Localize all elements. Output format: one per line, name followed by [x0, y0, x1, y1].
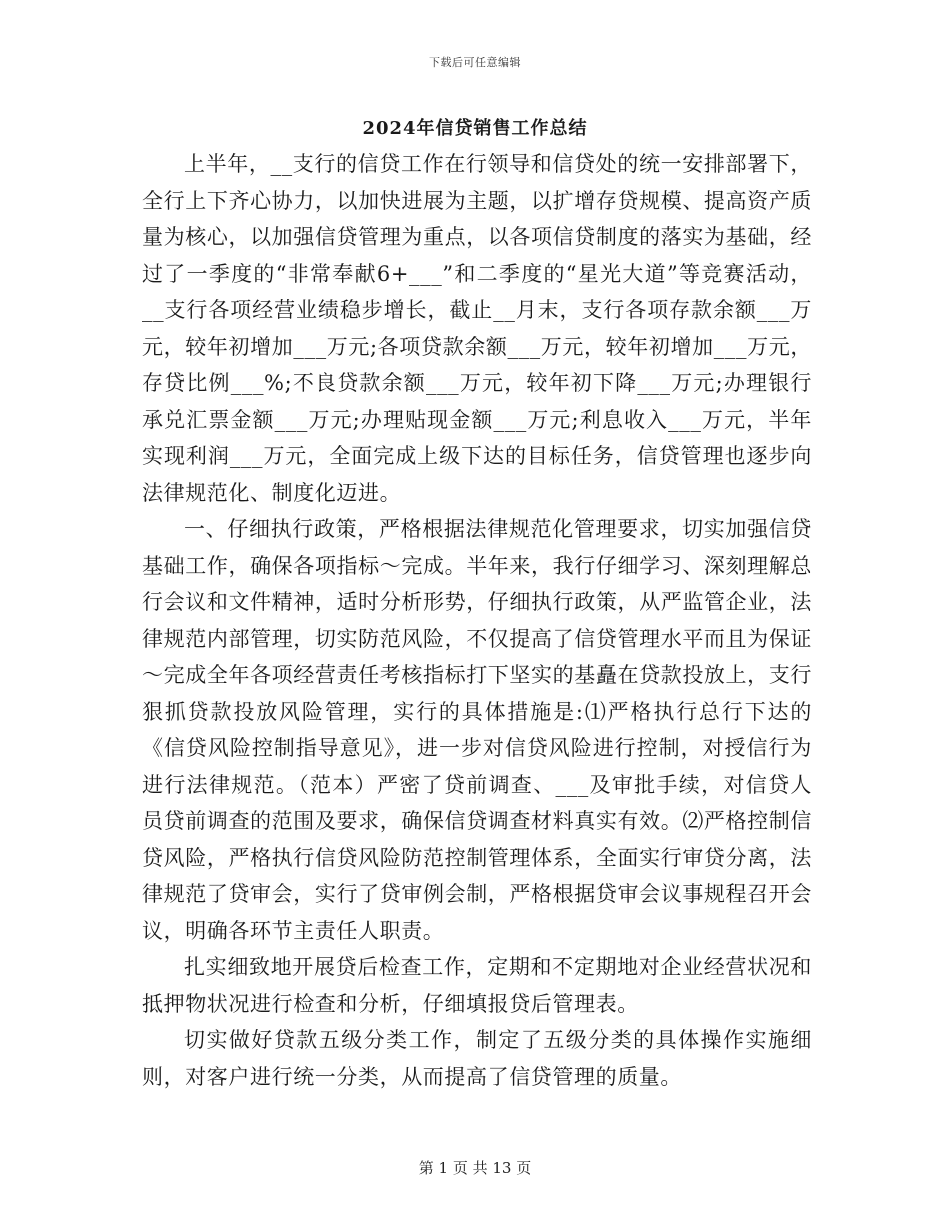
paragraph-five-level-classification: 切实做好贷款五级分类工作，制定了五级分类的具体操作实施细则，对客户进行统一分类，从而提高了信贷管理的质量。 — [142, 1028, 812, 1089]
document-body — [142, 146, 812, 1095]
header-note: 下载后可任意编辑 — [429, 56, 521, 69]
paragraph-section-one: 一、仔细执行政策，严格根据法律规范化管理要求，切实加强信贷基础工作，确保各项指标～完成。半年来，我行仔细学习、深刻理解总行会议和文件精神，适时分析形势，仔细执行政策，从严监管企业，法律规范内部管理，切实防范风险，不仅提高了信贷管理水平而且为保证～完成全年各项经营责任考核指标打下坚实的基矗在贷款投放上，支行狠抓贷款投放风险管理，实行的具体措施是:⑴严格执行总行下达的《信贷风险控制指导意见》，进一步对信贷风险进行控制，对授信行为进行法律规范。（范本）严密了贷前调查、___及审批手续，对信贷人员贷前调查的范围及要求，确保信贷调查材料真实有效。⑵严格控制信贷风险，严格执行信贷风险防范控制管理体系，全面实行审贷分离，法律规范了贷审会，实行了贷审例会制，严格根据贷审会议事规程召开会议，明确各环节主责任人职责。 — [142, 517, 812, 943]
paragraph-intro: 上半年，__支行的信贷工作在行领导和信贷处的统一安排部署下，全行上下齐心协力，以加快进展为主题，以扩增存贷规模、提高资产质量为核心，以加强信贷管理为重点，以各项信贷制度的落实为基础，经过了一季度的“非常奉献6+___”和二季度的“星光大道”等竞赛活动，__支行各项经营业绩稳步增长，截止__月末，支行各项存款余额___万元，较年初增加___万元;各项贷款余额___万元，较年初增加___万元，存贷比例___%;不良贷款余额___万元，较年初下降___万元;办理银行承兑汇票金额___万元;办理贴现金额___万元;利息收入___万元，半年实现利润___万元，全面完成上级下达的目标任务，信贷管理也逐步向法律规范化、制度化迈进。 — [142, 152, 812, 505]
document-title: 2024年信贷销售工作总结 — [362, 118, 588, 139]
paragraph-post-loan-check: 扎实细致地开展贷后检查工作，定期和不定期地对企业经营状况和抵押物状况进行检查和分析，仔细填报贷后管理表。 — [142, 955, 812, 1016]
page-number: 第 1 页 共 13 页 — [418, 1159, 532, 1177]
